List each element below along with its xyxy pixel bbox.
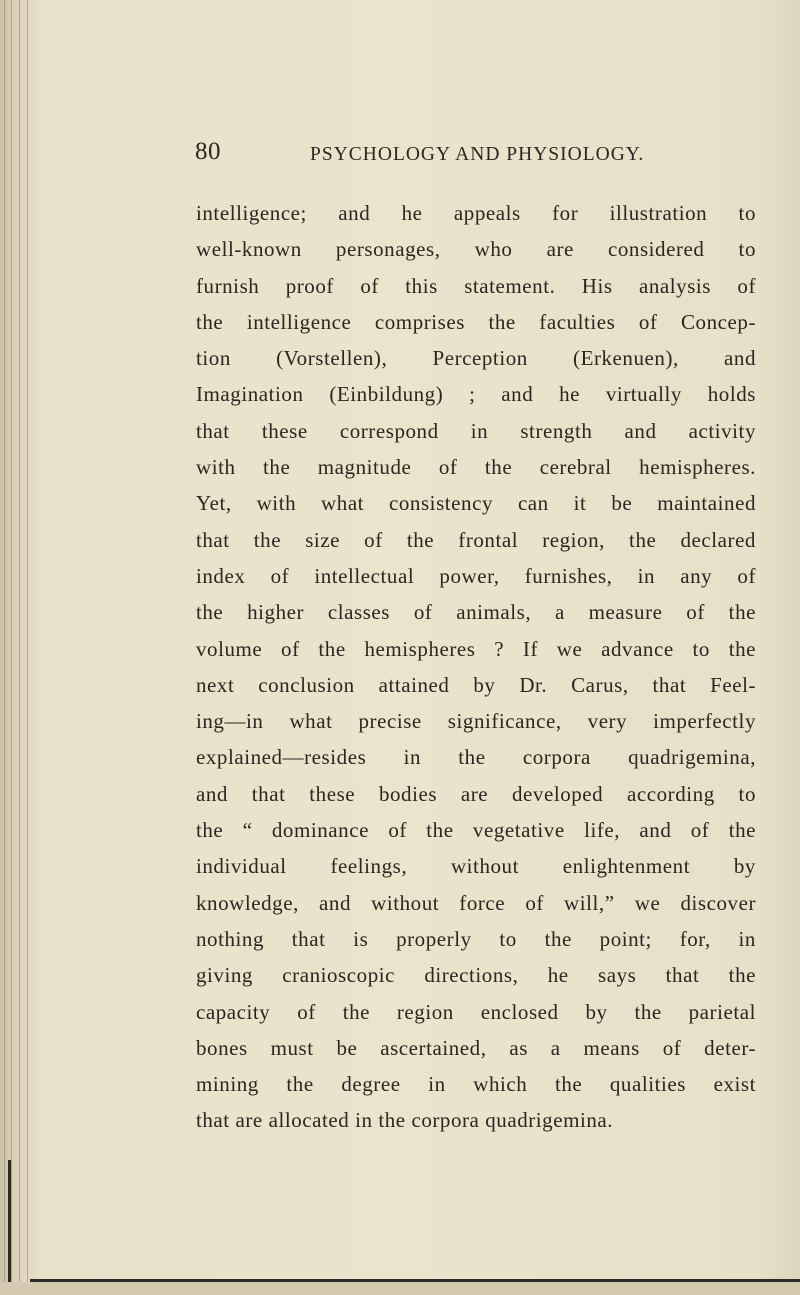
- text-line: ing—in what precise significance, very imperfectly: [196, 709, 756, 734]
- text-line: explained—resides in the corpora quadrigemina,: [196, 745, 756, 770]
- text-line: the higher classes of animals, a measure of the: [196, 600, 756, 625]
- body-text: [196, 195, 756, 1139]
- text-line: next conclusion attained by Dr. Carus, that Feel-: [196, 672, 756, 697]
- text-line: nothing that is properly to the point; for, in: [196, 926, 756, 951]
- gutter-line: [11, 0, 12, 1295]
- text-line: volume of the hemispheres ? If we advance to the: [196, 636, 756, 661]
- text-line: knowledge, and without force of will,” we discover: [196, 890, 756, 915]
- page-bottom-shadow: [0, 1282, 800, 1295]
- gutter-line: [19, 0, 20, 1295]
- text-line: capacity of the region enclosed by the parietal: [196, 999, 756, 1024]
- text-line: that the size of the frontal region, the declared: [196, 527, 756, 552]
- text-line: well-known personages, who are considered to: [196, 237, 756, 262]
- text-line: tion (Vorstellen), Perception (Erkenuen), and: [196, 346, 756, 371]
- page-number: 80: [195, 138, 221, 165]
- text-line: bones must be ascertained, as a means of deter-: [196, 1035, 756, 1060]
- text-line: that these correspond in strength and activity: [196, 418, 756, 443]
- text-line: the intelligence comprises the faculties of Concep-: [196, 309, 756, 334]
- text-line: index of intellectual power, furnishes, in any of: [196, 563, 756, 588]
- text-line: furnish proof of this statement. His analysis of: [196, 273, 756, 298]
- text-line: the “ dominance of the vegetative life, and of the: [196, 818, 756, 843]
- running-title: PSYCHOLOGY AND PHYSIOLOGY.: [310, 144, 645, 165]
- gutter-line: [4, 0, 5, 1295]
- text-line: Imagination (Einbildung) ; and he virtually holds: [196, 382, 756, 407]
- text-line: individual feelings, without enlightenment by: [196, 854, 756, 879]
- text-line: mining the degree in which the qualities exist: [196, 1072, 756, 1097]
- text-line: intelligence; and he appeals for illustration to: [196, 201, 756, 225]
- text-line: giving cranioscopic directions, he says that the: [196, 963, 756, 988]
- text-line: that are allocated in the corpora quadrigemina.: [196, 1108, 614, 1133]
- page-header: [195, 138, 645, 178]
- gutter-line: [27, 0, 28, 1295]
- page-edge-left: [8, 1160, 11, 1285]
- text-line: with the magnitude of the cerebral hemispheres.: [196, 455, 756, 480]
- text-line: Yet, with what consistency can it be maintained: [196, 491, 756, 516]
- text-line: and that these bodies are developed according to: [196, 781, 756, 806]
- page-gutter: [0, 0, 36, 1295]
